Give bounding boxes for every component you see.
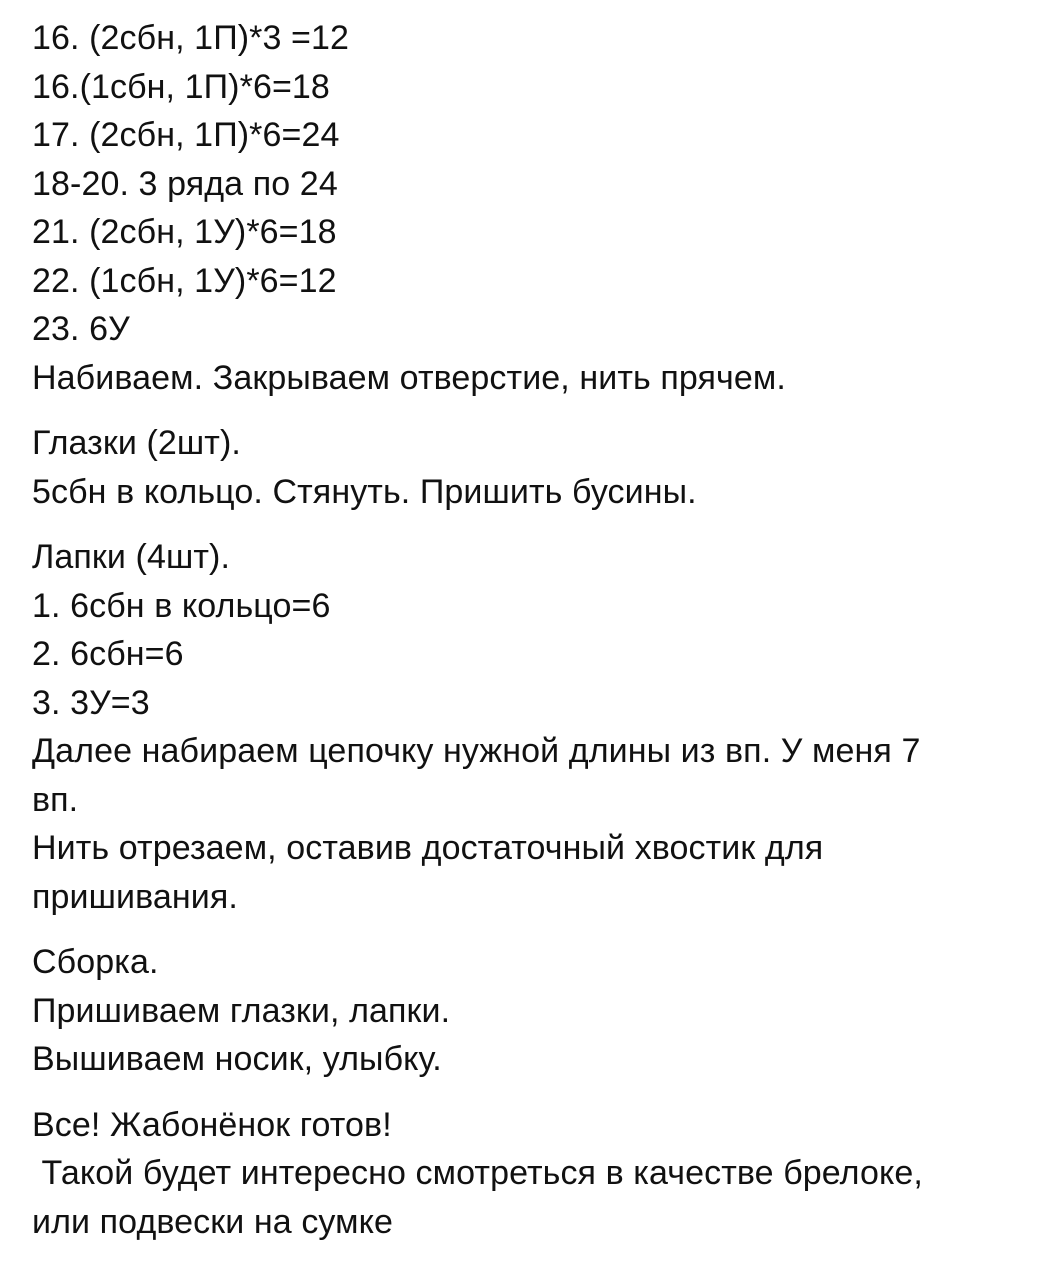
- assembly-title: Сборка.: [32, 943, 159, 981]
- pattern-row: 16. (2сбн, 1П)*3 =12: [32, 19, 350, 57]
- paws-cut-instruction: Нить отрезаем, оставив достаточный хвостик для: [32, 829, 824, 867]
- assembly-step: Пришиваем глазки, лапки.: [32, 991, 451, 1030]
- final-line: Такой будет интересно смотреться в качестве брелоке,: [32, 1154, 923, 1192]
- paragraph-gap: [32, 921, 1042, 938]
- pattern-row: 18-20. 3 ряда по 24: [32, 164, 338, 203]
- paws-cut-instruction-cont: пришивания.: [32, 877, 238, 916]
- pattern-row: 17. (2сбн, 1П)*6=24: [32, 116, 340, 154]
- eyes-instruction: 5сбн в кольцо. Стянуть. Пришить бусины.: [32, 472, 697, 511]
- pattern-row: 16.(1сбн, 1П)*6=18: [32, 67, 330, 106]
- pattern-row: 22. (1сбн, 1У)*6=12: [32, 261, 337, 300]
- stuffing-instruction: Набиваем. Закрываем отверстие, нить прячем.: [32, 358, 786, 397]
- assembly-step: Вышиваем носик, улыбку.: [32, 1040, 442, 1078]
- note-text: [32, 14, 1042, 1246]
- paws-row: 3. 3У=3: [32, 683, 150, 722]
- paws-chain-instruction: Далее набираем цепочку нужной длины из вп. У меня 7: [32, 732, 921, 770]
- paragraph-gap: [32, 402, 1042, 419]
- paws-row: 2. 6сбн=6: [32, 635, 184, 673]
- paws-title: Лапки (4шт).: [32, 538, 230, 576]
- pattern-row: 21. (2сбн, 1У)*6=18: [32, 213, 337, 251]
- paragraph-gap: [32, 1084, 1042, 1101]
- final-line: Все! Жабонёнок готов!: [32, 1105, 392, 1144]
- eyes-title: Глазки (2шт).: [32, 424, 241, 462]
- final-line: или подвески на сумке: [32, 1202, 393, 1241]
- paws-chain-instruction-cont: вп.: [32, 780, 79, 819]
- paws-row: 1. 6сбн в кольцо=6: [32, 586, 331, 625]
- pattern-row: 23. 6У: [32, 310, 130, 348]
- paragraph-gap: [32, 516, 1042, 533]
